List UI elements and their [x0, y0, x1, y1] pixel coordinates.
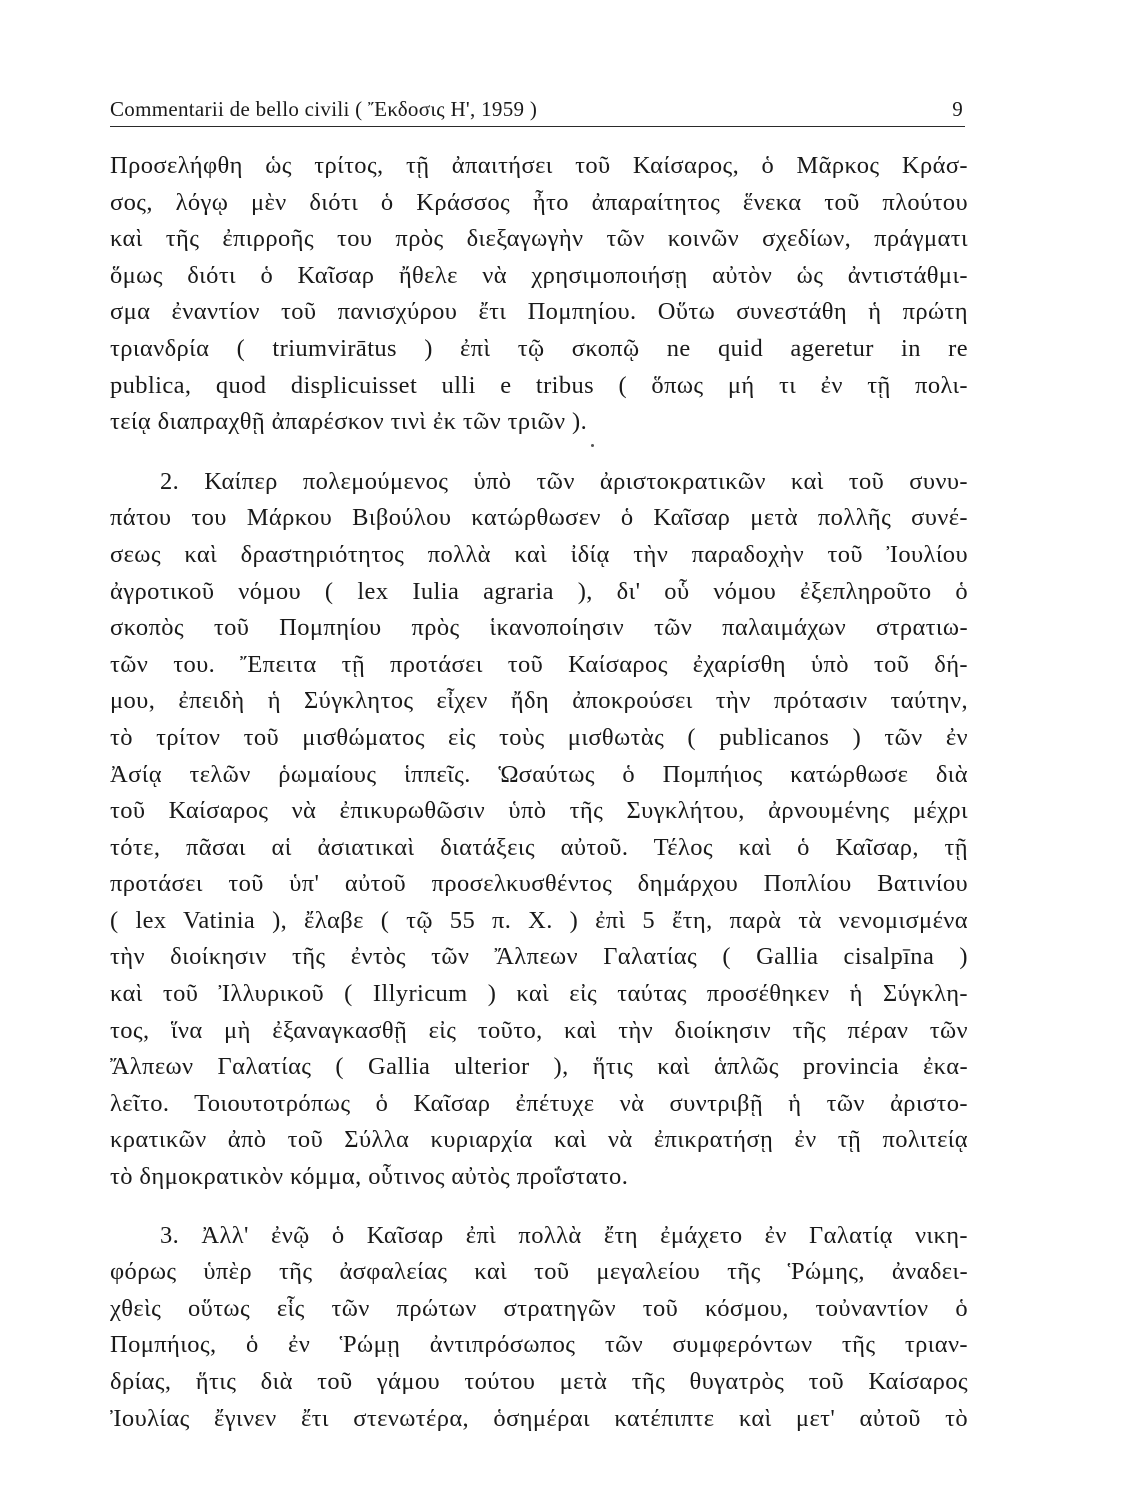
text-line: ( lex Vatinia ), ἔλαβε ( τῷ 55 π. Χ. ) ἐπὶ 5 ἔτη, παρὰ τὰ νενομισμένα — [110, 906, 968, 934]
text-line: 2. Καίπερ πολεμούμενος ὑπὸ τῶν ἀριστοκρατικῶν καὶ τοῦ συνυ- — [160, 467, 968, 495]
body-text — [110, 148, 968, 1437]
text-line: προτάσει τοῦ ὑπ' αὐτοῦ προσελκυσθέντος δημάρχου Ποπλίου Βατινίου — [110, 870, 968, 898]
text-line: σεως καὶ δραστηριότητος πολλὰ καὶ ἰδίᾳ τὴν παραδοχὴν τοῦ Ἰουλίου — [110, 540, 968, 568]
text-line: τὸ τρίτον τοῦ μισθώματος εἰς τοὺς μισθωτὰς ( publicanos ) τῶν ἐν — [110, 723, 968, 751]
text-line: Ἄλπεων Γαλατίας ( Gallia ulterior ), ἥτις καὶ ἁπλῶς provincia ἐκα- — [110, 1053, 968, 1081]
text-line: τὸ δημοκρατικὸν κόμμα, οὗτινος αὐτὸς προΐστατο. — [110, 1163, 629, 1191]
text-line: σκοπὸς τοῦ Πομπηίου πρὸς ἱκανοποίησιν τῶν παλαιμάχων στρατιω- — [110, 614, 968, 642]
text-line: ἀγροτικοῦ νόμου ( lex Iulia agraria ), δι' οὗ νόμου ἐξεπληροῦτο ὁ — [110, 577, 968, 605]
text-line: ὅμως διότι ὁ Καῖσαρ ἤθελε νὰ χρησιμοποιήσῃ αὐτὸν ὡς ἀντιστάθμι- — [110, 261, 968, 289]
paragraph-gap — [110, 441, 968, 464]
text-line: σος, λόγῳ μὲν διότι ὁ Κράσσος ἦτο ἀπαραίτητος ἕνεκα τοῦ πλούτου — [110, 188, 968, 216]
text-line: καὶ τῆς ἐπιρροῆς του πρὸς διεξαγωγὴν τῶν κοινῶν σχεδίων, πράγματι — [110, 225, 968, 253]
text-line: μου, ἐπειδὴ ἡ Σύγκλητος εἶχεν ἤδη ἀποκρούσει τὴν πρότασιν ταύτην, — [110, 687, 968, 715]
text-line: πάτου του Μάρκου Βιβούλου κατώρθωσεν ὁ Καῖσαρ μετὰ πολλῆς συνέ- — [110, 504, 968, 532]
text-line: τότε, πᾶσαι αἱ ἀσιατικαὶ διατάξεις αὐτοῦ. Τέλος καὶ ὁ Καῖσαρ, τῇ — [110, 833, 968, 861]
text-line: σμα ἐναντίον τοῦ πανισχύρου ἔτι Πομπηίου. Οὕτω συνεστάθη ἡ πρώτη — [110, 298, 968, 326]
running-title: Commentarii de bello civili ( Ἔκδοσις Η', 1959 ) — [110, 97, 538, 121]
text-line: Ἀσίᾳ τελῶν ῥωμαίους ἱππεῖς. Ὡσαύτως ὁ Πομπήιος κατώρθωσε διὰ — [110, 760, 968, 788]
text-line: καὶ τοῦ Ἰλλυρικοῦ ( Illyricum ) καὶ εἰς ταύτας προσέθηκεν ἡ Σύγκλη- — [110, 980, 968, 1008]
paragraph-gap — [110, 1196, 968, 1218]
paragraph-2 — [110, 464, 968, 1196]
text-line: τριανδρία ( triumvirātus ) ἐπὶ τῷ σκοπῷ ne quid ageretur in re — [110, 334, 968, 362]
page-number: 9 — [952, 97, 963, 121]
text-line: τὴν διοίκησιν τῆς ἐντὸς τῶν Ἄλπεων Γαλατίας ( Gallia cisalpīna ) — [110, 943, 968, 971]
text-line: φόρως ὑπὲρ τῆς ἀσφαλείας καὶ τοῦ μεγαλείου τῆς Ῥώμης, ἀναδει- — [110, 1258, 968, 1286]
text-line: τῶν του. Ἔπειτα τῇ προτάσει τοῦ Καίσαρος ἐχαρίσθη ὑπὸ τοῦ δή- — [110, 650, 968, 678]
paragraph-1 — [110, 148, 968, 441]
text-line: Ἰουλίας ἔγινεν ἔτι στενωτέρα, ὁσημέραι κατέπιπτε καὶ μετ' αὐτοῦ τὸ — [110, 1404, 968, 1432]
text-line: κρατικῶν ἀπὸ τοῦ Σύλλα κυριαρχία καὶ νὰ ἐπικρατήσῃ ἐν τῇ πολιτείᾳ — [110, 1126, 968, 1154]
text-line: δρίας, ἥτις διὰ τοῦ γάμου τούτου μετὰ τῆς θυγατρὸς τοῦ Καίσαρος — [110, 1368, 968, 1395]
text-line: τοῦ Καίσαρος νὰ ἐπικυρωθῶσιν ὑπὸ τῆς Συγκλήτου, ἀρνουμένης μέχρι — [110, 797, 968, 825]
text-line: χθεὶς οὕτως εἷς τῶν πρώτων στρατηγῶν τοῦ κόσμου, τοὐναντίον ὁ — [110, 1294, 968, 1322]
text-line: 3. Ἀλλ' ἐνῷ ὁ Καῖσαρ ἐπὶ πολλὰ ἔτη ἐμάχετο ἐν Γαλατίᾳ νικη- — [160, 1221, 968, 1249]
speck-mark — [591, 444, 594, 447]
text-line: Πομπήιος, ὁ ἐν Ῥώμῃ ἀντιπρόσωπος τῶν συμφερόντων τῆς τριαν- — [110, 1331, 968, 1359]
text-line: Προσελήφθη ὡς τρίτος, τῇ ἀπαιτήσει τοῦ Καίσαρος, ὁ Μᾶρκος Κράσ- — [110, 152, 968, 179]
text-line: λεῖτο. Τοιουτοτρόπως ὁ Καῖσαρ ἐπέτυχε νὰ συντριβῇ ἡ τῶν ἀριστο- — [110, 1089, 968, 1117]
paragraph-3 — [110, 1218, 968, 1438]
text-line: τος, ἵνα μὴ ἐξαναγκασθῇ εἰς τοῦτο, καὶ τὴν διοίκησιν τῆς πέραν τῶν — [110, 1016, 968, 1044]
text-line: τείᾳ διαπραχθῇ ἀπαρέσκον τινὶ ἐκ τῶν τριῶν ). — [110, 408, 588, 436]
text-line: publica, quod displicuisset ulli e tribus ( ὅπως μή τι ἐν τῇ πολι- — [110, 371, 968, 399]
running-header — [110, 92, 965, 127]
